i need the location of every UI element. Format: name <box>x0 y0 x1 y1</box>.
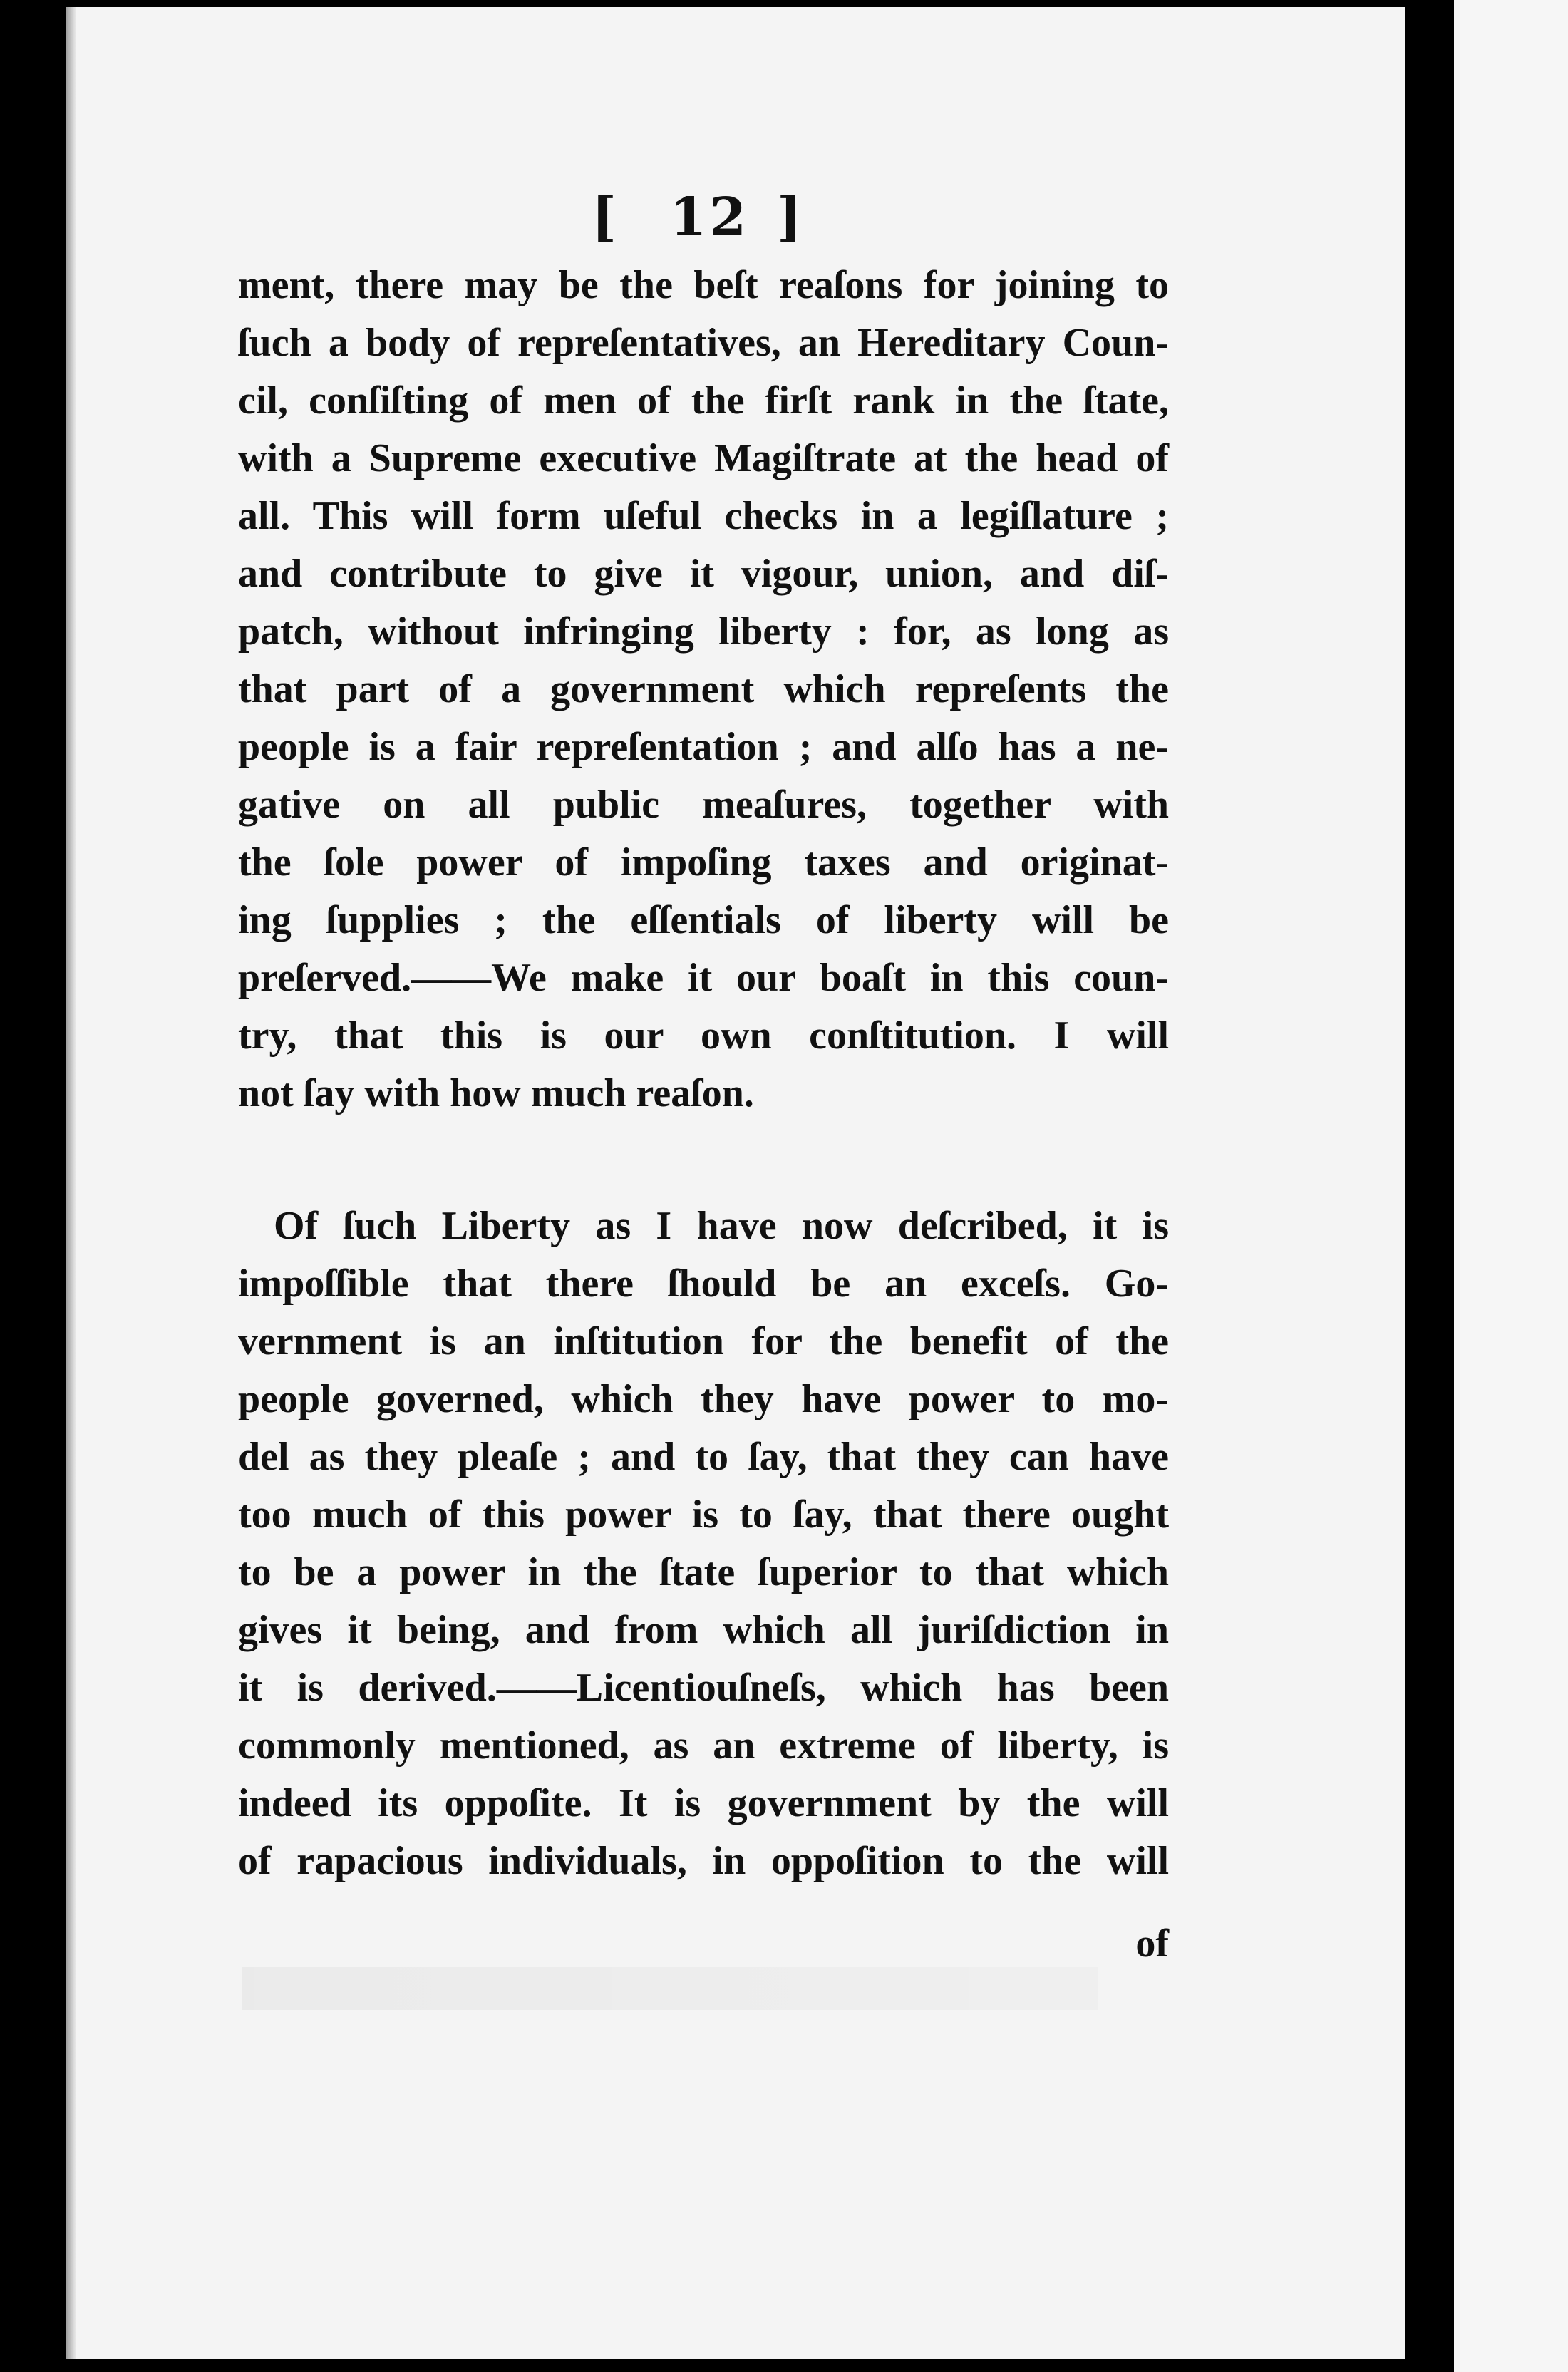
text-line: gative on all public meaſures, together with <box>238 783 1169 827</box>
text-line: patch, without infringing liberty : for, as long as <box>238 609 1169 654</box>
text-line: impoſſible that there ſhould be an exceſs. Go- <box>238 1262 1169 1306</box>
page-number: 12 <box>670 187 749 248</box>
text-line: and contribute to give it vigour, union, and diſ- <box>238 552 1169 596</box>
text-line: not ſay with how much reaſon. <box>238 1071 754 1115</box>
text-line: that part of a government which repreſents the <box>238 667 1169 711</box>
right-page-edge <box>1454 0 1568 2372</box>
text-line: commonly mentioned, as an extreme of liberty, is <box>238 1723 1169 1768</box>
text-line: ment, there may be the beſt reaſons for joining to <box>238 263 1169 307</box>
text-line: people governed, which they have power to mo- <box>238 1377 1169 1421</box>
text-line: cil, conſiſting of men of the firſt rank in the ſtate, <box>238 378 1169 423</box>
header-close-bracket: ] <box>777 187 803 248</box>
text-line: preſerved.——We make it our boaſt in this coun- <box>238 956 1169 1000</box>
text-line: gives it being, and from which all juriſdiction in <box>238 1608 1169 1652</box>
bleed-through-shadow <box>242 1967 1098 2010</box>
text-line: too much of this power is to ſay, that there ought <box>238 1492 1169 1537</box>
paragraph-1 <box>238 257 1169 1123</box>
text-line: to be a power in the ſtate ſuperior to that which <box>238 1550 1169 1594</box>
paragraph-2 <box>238 1197 1169 1890</box>
text-line: ſuch a body of repreſentatives, an Hereditary Coun- <box>238 321 1169 365</box>
text-line: of rapacious individuals, in oppoſition to the will <box>238 1839 1169 1883</box>
catchword: of <box>1135 1922 1169 1966</box>
text-line: indeed its oppoſite. It is government by the will <box>238 1781 1169 1825</box>
page-edge-shadow <box>66 7 76 2359</box>
text-line: vernment is an inſtitution for the benefit of the <box>238 1319 1169 1363</box>
page-header <box>592 187 805 265</box>
text-line: all. This will form uſeful checks in a legiſlature ; <box>238 494 1169 538</box>
text-line: Of ſuch Liberty as I have now deſcribed, it is <box>274 1204 1169 1248</box>
header-open-bracket: [ <box>592 187 617 248</box>
text-line: del as they pleaſe ; and to ſay, that they can have <box>238 1435 1169 1479</box>
text-line: ing ſupplies ; the eſſentials of liberty will be <box>238 898 1169 942</box>
text-line: with a Supreme executive Magiſtrate at the head of <box>238 436 1169 480</box>
text-line: try, that this is our own conſtitution. I will <box>238 1014 1169 1058</box>
text-line: the ſole power of impoſing taxes and originat- <box>238 840 1169 885</box>
text-line: people is a fair repreſentation ; and alſo has a ne- <box>238 725 1169 769</box>
text-line: it is derived.——Licentiouſneſs, which has been <box>238 1666 1169 1710</box>
book-gutter <box>1405 0 1454 2372</box>
